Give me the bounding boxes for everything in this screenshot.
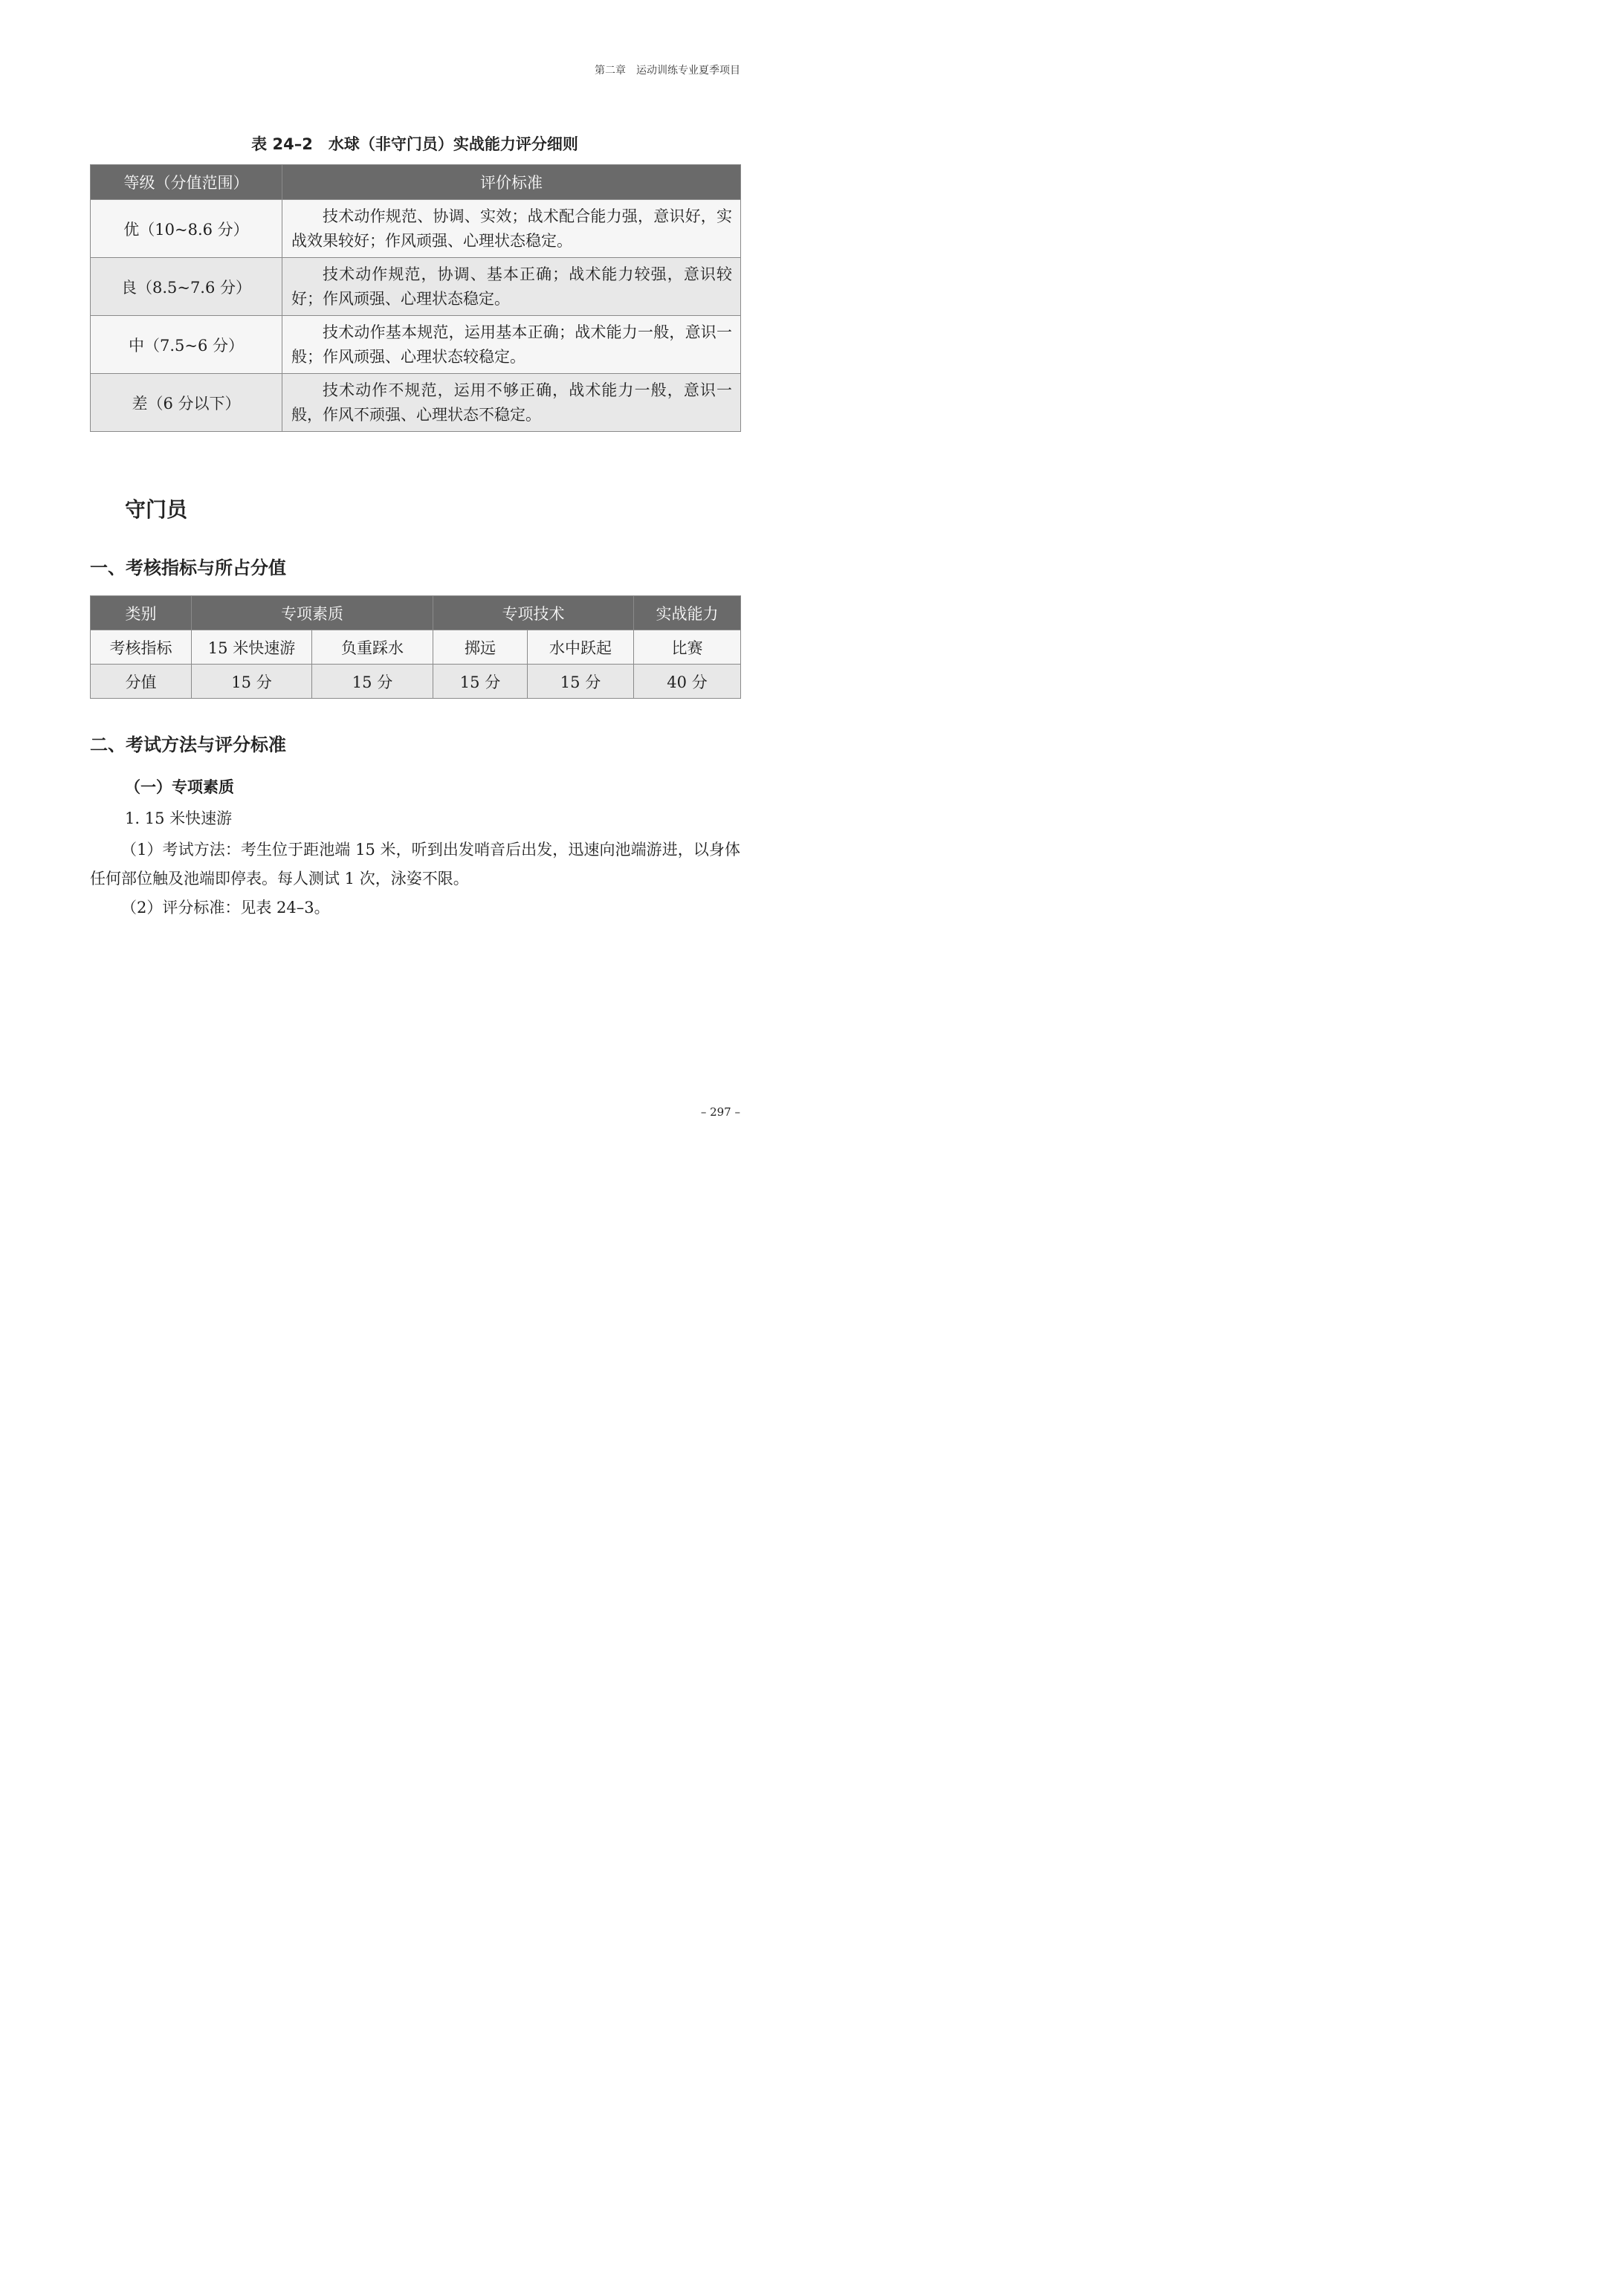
criteria-cell: [282, 316, 741, 374]
table-cell: 15 分: [312, 665, 433, 699]
method-text: （1）考试方法：考生位于距池端 15 米，听到出发哨音后出发，迅速向池端游进，以身体任何部位触及池端即停表。每人测试 1 次，泳姿不限。: [90, 841, 740, 888]
scoring-text: （2）评分标准：见表 24–3。: [121, 899, 330, 917]
section-heading-indicators: 一、考核指标与所占分值: [90, 557, 286, 578]
grade-cell: 优（10~8.6 分）: [91, 200, 282, 258]
table-cell: 15 分: [528, 665, 634, 699]
criteria-text: 技术动作规范、协调、实效；战术配合能力强，意识好，实战效果较好；作风顽强、心理状态稳定。: [291, 207, 732, 250]
section-heading-methods: 二、考试方法与评分标准: [90, 734, 286, 755]
table-cell: 15 分: [192, 665, 312, 699]
column-header-technique: 专项技术: [433, 596, 634, 630]
column-header-physical: 专项素质: [192, 596, 433, 630]
column-header-grade: 等级（分值范围）: [91, 165, 282, 200]
table-row-indicators: [91, 630, 741, 665]
criteria-cell: [282, 374, 741, 432]
table-header-row: [91, 596, 741, 630]
section-heading-goalkeeper: 守门员: [125, 497, 188, 522]
grade-cell: 中（7.5~6 分）: [91, 316, 282, 374]
table-row: [91, 374, 741, 432]
running-header: 第二章 运动训练专业夏季项目: [595, 65, 740, 77]
indicator-score-table: [90, 595, 741, 699]
table-cell: 比赛: [634, 630, 741, 665]
item-heading: 1. 15 米快速游: [125, 809, 233, 827]
column-header-criteria: 评价标准: [282, 165, 741, 200]
subsection-heading: （一）专项素质: [125, 778, 234, 796]
table-cell: 考核指标: [91, 630, 192, 665]
table-cell: 15 分: [433, 665, 528, 699]
table-row: [91, 200, 741, 258]
table-cell: 分值: [91, 665, 192, 699]
table-caption: 表 24–2 水球（非守门员）实战能力评分细则: [251, 135, 578, 153]
table-cell: 40 分: [634, 665, 741, 699]
column-header-match: 实战能力: [634, 596, 741, 630]
table-cell: 15 米快速游: [192, 630, 312, 665]
table-cell: 水中跃起: [528, 630, 634, 665]
column-header-category: 类别: [91, 596, 192, 630]
page-number: – 297 –: [700, 1105, 740, 1119]
criteria-text: 技术动作规范，协调、基本正确；战术能力较强，意识较好；作风顽强、心理状态稳定。: [291, 265, 732, 308]
table-cell: 掷远: [433, 630, 528, 665]
grade-cell: 良（8.5~7.6 分）: [91, 258, 282, 316]
criteria-text: 技术动作不规范，运用不够正确，战术能力一般，意识一般，作风不顽强、心理状态不稳定。: [291, 381, 732, 424]
criteria-cell: [282, 258, 741, 316]
criteria-cell: [282, 200, 741, 258]
table-row: [91, 316, 741, 374]
table-row-scores: [91, 665, 741, 699]
grading-criteria-table: [90, 164, 741, 432]
body-paragraph: [90, 835, 740, 922]
grade-cell: 差（6 分以下）: [91, 374, 282, 432]
table-header-row: [91, 165, 741, 200]
table-cell: 负重踩水: [312, 630, 433, 665]
table-row: [91, 258, 741, 316]
criteria-text: 技术动作基本规范，运用基本正确；战术能力一般，意识一般；作风顽强、心理状态较稳定。: [291, 323, 732, 366]
